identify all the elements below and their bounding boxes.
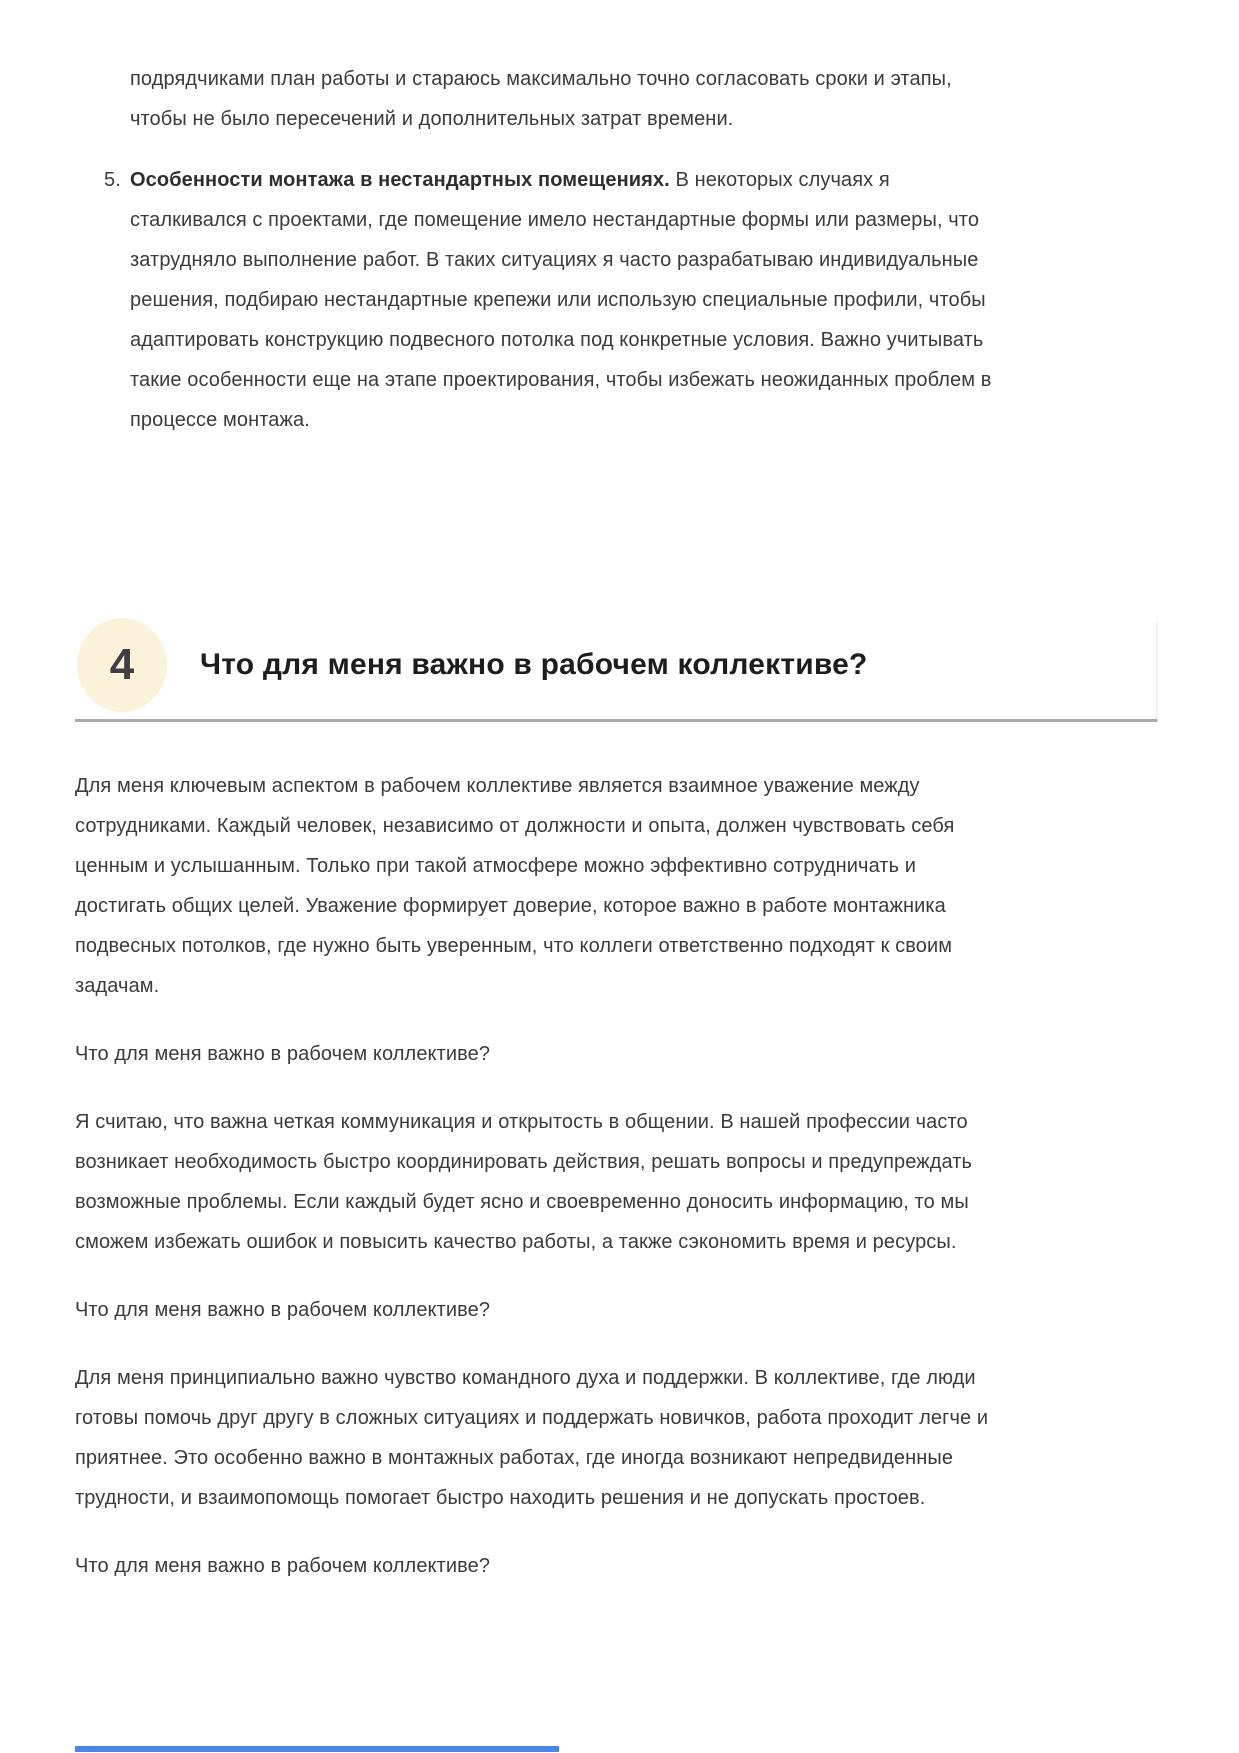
section-header-row [75, 618, 1157, 712]
list-item-5-title: Особенности монтажа в нестандартных помещениях. [130, 169, 670, 191]
list-item-5 [75, 160, 1010, 440]
list-item-4-continuation-text: подрядчиками план работы и стараюсь максимально точно согласовать сроки и этапы, чтобы не было пересечений и дополнительных затрат времени. [130, 68, 952, 130]
section-number-badge [77, 618, 167, 712]
list-item-5-text [130, 160, 1005, 440]
question-line-1: Что для меня важно в рабочем коллективе? [75, 1043, 491, 1065]
question-line-3: Что для меня важно в рабочем коллективе? [75, 1555, 491, 1577]
section-number: 4 [109, 640, 135, 689]
bottom-blue-bar [75, 1746, 559, 1752]
section-title: Что для меня важно в рабочем коллективе? [200, 648, 868, 682]
list-item-5-body: В некоторых случаях я сталкивался с проектами, где помещение имело нестандартные формы или размеры, что затрудняло выполнение работ. В таких ситуациях я часто разрабатываю индивидуальные решения, подбираю нестандартные крепежи или использую специальные профили, чтобы адаптировать конструкцию подвесного потолка под конкретные условия. Важно учитывать такие особенности еще на этапе проектирования, чтобы избежать неожиданных проблем в процессе монтажа. [130, 169, 992, 431]
section-divider [75, 719, 1157, 722]
question-line-2: Что для меня важно в рабочем коллективе? [75, 1299, 491, 1321]
section-header [75, 618, 1157, 722]
paragraph-team-spirit: Для меня принципиально важно чувство командного духа и поддержки. В коллективе, где люди готовы помочь друг другу в сложных ситуациях и поддержать новичков, работа проходит легче и приятнее. Это особенно важно в монтажных работах, где иногда возникают непредвиденные трудности, и взаимопомощь помогает быстро находить решения и не допускать простоев. [75, 1367, 989, 1509]
paragraph-respect: Для меня ключевым аспектом в рабочем коллективе является взаимное уважение между сотрудниками. Каждый человек, независимо от должности и опыта, должен чувствовать себя ценным и услышанным. Только при такой атмосфере можно эффективно сотрудничать и достигать общих целей. Уважение формирует доверие, которое важно в работе монтажника подвесных потолков, где нужно быть уверенным, что коллеги ответственно подходят к своим задачам. [75, 775, 955, 997]
list-item-5-number: 5. [104, 169, 121, 191]
paragraph-communication: Я считаю, что важна четкая коммуникация и открытость в общении. В нашей профессии часто возникает необходимость быстро координировать действия, решать вопросы и предупреждать возможные проблемы. Если каждый будет ясно и своевременно доносить информацию, то мы сможем избежать ошибок и повысить качество работы, а также сэкономить время и ресурсы. [75, 1111, 973, 1253]
